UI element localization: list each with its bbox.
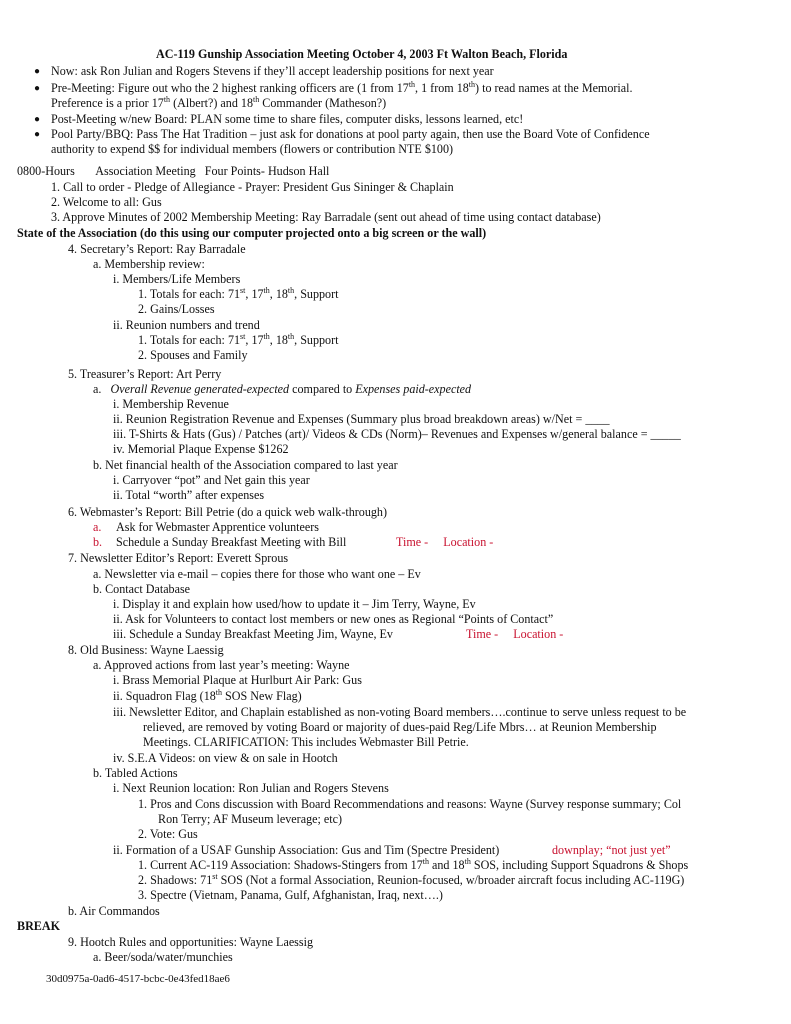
agenda-item-8a-i: i. Brass Memorial Plaque at Hurlburt Air Park: Gus: [113, 673, 362, 687]
agenda-item-8a-iii-line-2: relieved, are removed by voting Board or majority of dues-paid Reg/Life Mbrs… at Reunion Membership: [143, 720, 657, 734]
agenda-item-9: 9. Hootch Rules and opportunities: Wayne Laessig: [68, 935, 314, 949]
agenda-item-4a-i-2: 2. Gains/Losses: [138, 302, 215, 316]
agenda-item-5a: [93, 382, 471, 397]
ordinal-suffix: st: [212, 871, 218, 881]
bullet-icon: ●: [34, 66, 41, 77]
bullet-icon: ●: [34, 83, 41, 94]
agenda-item-5: 5. Treasurer’s Report: Art Perry: [68, 367, 222, 381]
bullet-3-line-1: Post-Meeting w/new Board: PLAN some time to share files, computer disks, lessons learned, etc!: [51, 112, 524, 126]
agenda-item-4a-ii-1: 1. Totals for each: 71st, 17th, 18th, Support: [138, 331, 339, 347]
ordinal-suffix: th: [408, 79, 416, 89]
agenda-item-4a: a. Membership review:: [93, 257, 205, 271]
agenda-item-4a-ii-2: 2. Spouses and Family: [138, 348, 248, 362]
document-title: AC-119 Gunship Association Meeting October 4, 2003 Ft Walton Beach, Florida: [156, 47, 568, 61]
agenda-item-8b-ii-3: 3. Spectre (Vietnam, Panama, Gulf, Afghanistan, Iraq, next….): [138, 888, 443, 902]
agenda-item-5a-expenses: Expenses paid-expected: [355, 382, 472, 396]
agenda-item-3: 3. Approve Minutes of 2002 Membership Meeting: Ray Barradale (sent out ahead of time using contact database): [51, 210, 601, 224]
agenda-item-5a-i: i. Membership Revenue: [113, 397, 229, 411]
agenda-item-6b: Schedule a Sunday Breakfast Meeting with Bill: [116, 535, 347, 549]
agenda-item-8a-iv: iv. S.E.A Videos: on view & on sale in Hootch: [113, 751, 338, 765]
bullet-4-line-2: authority to expend $$ for individual members (flowers or contribution NTE $100): [51, 142, 454, 156]
agenda-item-5b: b. Net financial health of the Association compared to last year: [93, 458, 398, 472]
agenda-item-7: 7. Newsletter Editor’s Report: Everett Sprous: [68, 551, 289, 565]
agenda-item-5a-iii: iii. T-Shirts & Hats (Gus) / Patches (art)/ Videos & CDs (Norm)– Revenues and Expenses w/general balance = _____: [113, 427, 681, 441]
agenda-item-5a-label: a.: [93, 382, 111, 396]
agenda-item-7b-ii: ii. Ask for Volunteers to contact lost members or new ones as Regional “Points of Contact”: [113, 612, 554, 626]
agenda-item-7b-i: i. Display it and explain how used/how to update it – Jim Terry, Wayne, Ev: [113, 597, 476, 611]
agenda-item-5a-revenue: Overall Revenue generated-expected: [110, 382, 290, 396]
agenda-item-5b-i: i. Carryover “pot” and Net gain this year: [113, 473, 310, 487]
agenda-item-2: 2. Welcome to all: Gus: [51, 195, 162, 209]
agenda-item-8b-ii-2: 2. Shadows: 71st SOS (Not a formal Association, Reunion-focused, w/broader aircraft focus including AC-119G): [138, 871, 685, 887]
agenda-item-8b-ii-note: downplay; “not just yet”: [552, 843, 671, 857]
document-id-footer: 30d0975a-0ad6-4517-bcbc-0e43fed18ae6: [46, 973, 230, 985]
agenda-item-4a-i-1: 1. Totals for each: 71st, 17th, 18th, Support: [138, 285, 339, 301]
agenda-item-8b: b. Tabled Actions: [93, 766, 178, 780]
agenda-item-8b-i: i. Next Reunion location: Ron Julian and Rogers Stevens: [113, 781, 389, 795]
bullet-1-line-1: Now: ask Ron Julian and Rogers Stevens if they’ll accept leadership positions for next year: [51, 64, 494, 78]
agenda-item-8b-ii: ii. Formation of a USAF Gunship Association: Gus and Tim (Spectre President): [113, 843, 500, 857]
agenda-item-8b-i-1-line-1: 1. Pros and Cons discussion with Board Recommendations and reasons: Wayne (Survey response summary; Col: [138, 797, 682, 811]
agenda-item-9a: a. Beer/soda/water/munchies: [93, 950, 233, 964]
agenda-item-8a-iii-line-1: iii. Newsletter Editor, and Chaplain established as non-voting Board members….continue to serve unless request to be: [113, 705, 687, 719]
ordinal-suffix: th: [287, 331, 295, 341]
agenda-item-8: 8. Old Business: Wayne Laessig: [68, 643, 224, 657]
agenda-item-7b-iii: iii. Schedule a Sunday Breakfast Meeting Jim, Wayne, Ev: [113, 627, 393, 641]
agenda-item-6b-label: b.: [93, 535, 103, 549]
ordinal-suffix: th: [263, 285, 270, 295]
agenda-item-6: 6. Webmaster’s Report: Bill Petrie (do a quick web walk-through): [68, 505, 387, 519]
bullet-icon: ●: [34, 114, 41, 125]
ordinal-suffix: th: [468, 79, 476, 89]
agenda-item-5a-iv: iv. Memorial Plaque Expense $1262: [113, 442, 289, 456]
ordinal-suffix: th: [253, 94, 260, 104]
agenda-item-7b: b. Contact Database: [93, 582, 191, 596]
ordinal-suffix: th: [464, 856, 471, 866]
agenda-item-8a-ii: ii. Squadron Flag (18th SOS New Flag): [113, 687, 302, 703]
ordinal-suffix: th: [215, 687, 223, 697]
agenda-item-5a-compared: compared to: [289, 382, 356, 396]
ordinal-suffix: th: [263, 331, 270, 341]
bullet-2-line-2: Preference is a prior 17th (Albert?) and 18th Commander (Matheson?): [51, 94, 387, 110]
ordinal-suffix: st: [240, 285, 246, 295]
agenda-item-6a: Ask for Webmaster Apprentice volunteers: [116, 520, 319, 534]
agenda-item-8a-iii-line-3: Meetings. CLARIFICATION: This includes Webmaster Bill Petrie.: [143, 735, 469, 749]
agenda-item-8a: a. Approved actions from last year’s meeting: Wayne: [93, 658, 350, 672]
state-of-association-heading: State of the Association (do this using our computer projected onto a big screen or the wall): [17, 226, 487, 240]
break-heading: BREAK: [17, 919, 61, 933]
agenda-item-4a-ii: ii. Reunion numbers and trend: [113, 318, 260, 332]
agenda-item-8b-i-2: 2. Vote: Gus: [138, 827, 198, 841]
agenda-item-7b-iii-time-location: Time - Location -: [466, 627, 564, 641]
agenda-item-1: 1. Call to order - Pledge of Allegiance - Prayer: President Gus Sininger & Chaplain: [51, 180, 454, 194]
agenda-item-5a-ii: ii. Reunion Registration Revenue and Expenses (Summary plus broad breakdown areas) w/Net = ____: [113, 412, 610, 426]
ordinal-suffix: th: [422, 856, 429, 866]
agenda-item-4: 4. Secretary’s Report: Ray Barradale: [68, 242, 246, 256]
bullet-2-line-1: Pre-Meeting: Figure out who the 2 highest ranking officers are (1 from 17th, 1 from 18th) to read names at the Memorial.: [51, 79, 633, 95]
agenda-item-6a-label: a.: [93, 520, 102, 534]
agenda-item-5b-ii: ii. Total “worth” after expenses: [113, 488, 265, 502]
bullet-4-line-1: Pool Party/BBQ: Pass The Hat Tradition – just ask for donations at pool party again, then use the Board Vote of Confidence: [51, 127, 650, 141]
agenda-item-4a-i: i. Members/Life Members: [113, 272, 241, 286]
agenda-item-6b-time-location: Time - Location -: [396, 535, 494, 549]
ordinal-suffix: th: [163, 94, 171, 104]
bullet-icon: ●: [34, 129, 41, 140]
agenda-item-7a: a. Newsletter via e-mail – copies there for those who want one – Ev: [93, 567, 421, 581]
meeting-header-line: 0800-Hours Association Meeting Four Points- Hudson Hall: [17, 164, 330, 178]
ordinal-suffix: st: [240, 331, 246, 341]
agenda-item-8b-air-commandos: b. Air Commandos: [68, 904, 160, 918]
ordinal-suffix: th: [287, 285, 295, 295]
agenda-item-8b-i-1-line-2: Ron Terry; AF Museum leverage; etc): [158, 812, 342, 826]
agenda-item-8b-ii-1: 1. Current AC-119 Association: Shadows-Stingers from 17th and 18th SOS, including Support Squadrons & Shops: [138, 856, 689, 872]
